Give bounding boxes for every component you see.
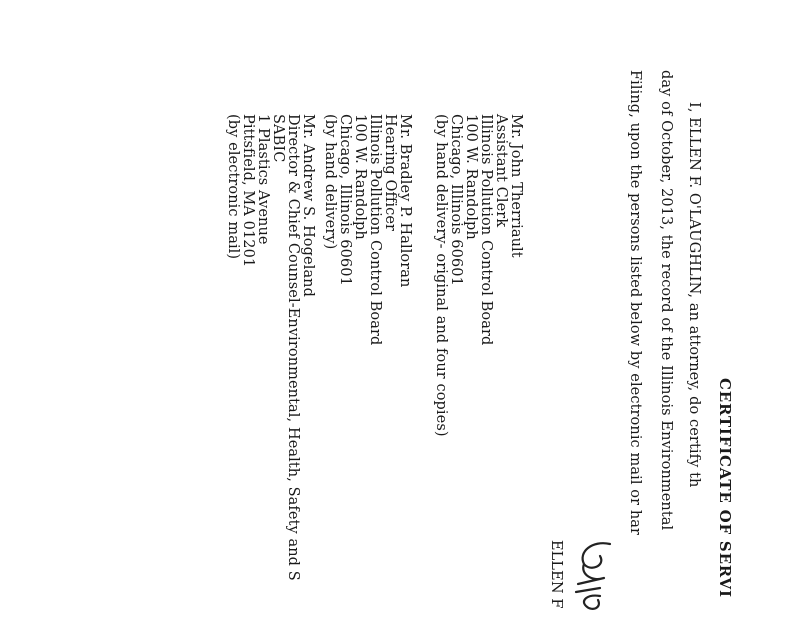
recipient-1-org: Illinois Pollution Control Board xyxy=(478,114,494,346)
recipient-2-org: Illinois Pollution Control Board xyxy=(367,114,383,346)
recipient-2-street: 100 W. Randolph xyxy=(352,114,368,240)
recipient-2-name: Mr. Bradley P. Halloran xyxy=(397,114,413,288)
recipient-1-street: 100 W. Randolph xyxy=(463,114,479,240)
signature-handwriting xyxy=(570,538,620,618)
recipient-2-delivery: (by hand delivery) xyxy=(322,114,338,250)
recipient-1-title: Assistant Clerk xyxy=(493,114,509,228)
recipient-1-delivery: (by hand delivery- original and four copies) xyxy=(433,114,449,437)
recipient-2-city: Chicago, Illinois 60601 xyxy=(337,114,353,286)
recipient-3-name: Mr. Andrew S. Hogeland xyxy=(300,114,316,298)
body-line-3: Filing, upon the persons listed below by electronic mail or har xyxy=(627,70,643,536)
body-line-2: day of October, 2013, the record of the Illinois Environmental xyxy=(658,70,674,531)
certificate-heading: CERTIFICATE OF SERVI xyxy=(716,378,734,598)
recipient-3-title: Director & Chief Counsel-Environmental, Health, Safety and S xyxy=(285,114,301,581)
body-line-1: I, ELLEN F. O'LAUGHLIN, an attorney, do certify th xyxy=(686,102,702,488)
recipient-2-title: Hearing Officer xyxy=(382,114,398,232)
recipient-3-org: SABIC xyxy=(270,114,286,163)
signature-name: ELLEN F xyxy=(548,540,564,609)
recipient-3-city: Pittsfield, MA 01201 xyxy=(240,114,256,268)
recipient-1-city: Chicago, Illinois 60601 xyxy=(448,114,464,286)
recipient-3-delivery: (by electronic mail) xyxy=(225,114,241,260)
recipient-1-name: Mr. John Therriault xyxy=(508,114,524,258)
recipient-3-street: 1 Plastics Avenue xyxy=(255,114,271,245)
